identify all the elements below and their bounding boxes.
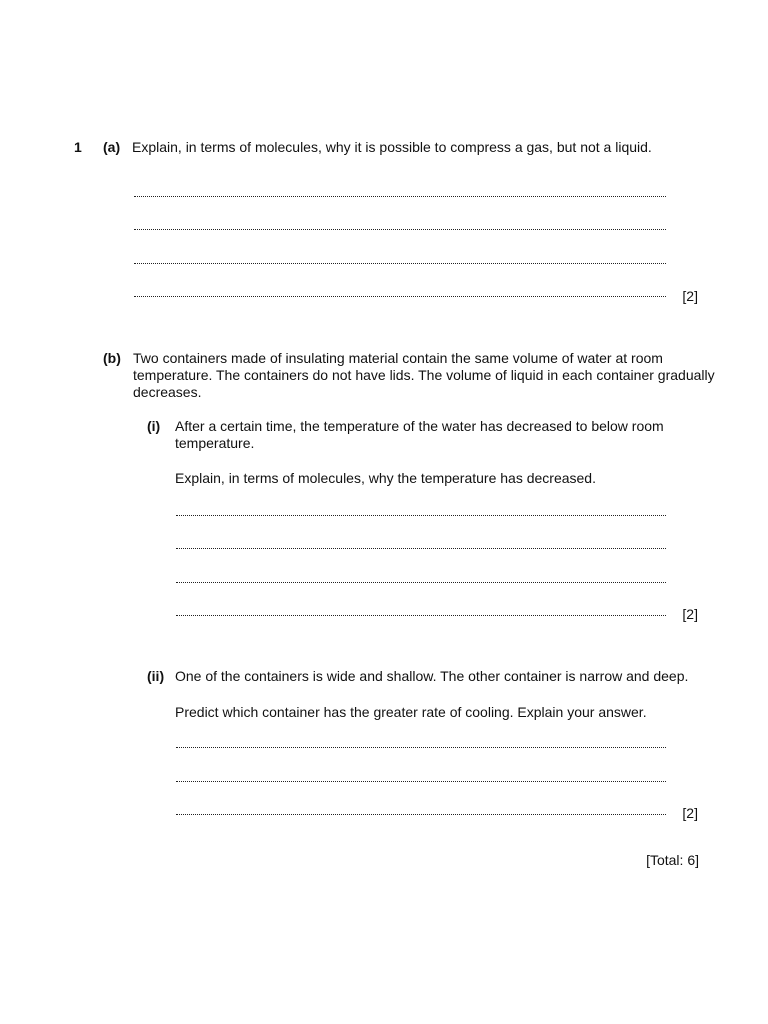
sub-i-text-line-2: temperature. (175, 435, 255, 451)
part-a-marks: [2] (682, 288, 698, 304)
answer-line-a4[interactable] (134, 295, 666, 297)
answer-line-bi4[interactable] (176, 614, 666, 616)
sub-i-marks: [2] (682, 606, 698, 622)
total-marks: [Total: 6] (646, 852, 699, 868)
question-number: 1 (74, 139, 82, 155)
answer-line-a3[interactable] (134, 262, 666, 264)
sub-i-instruction: Explain, in terms of molecules, why the temperature has decreased. (175, 470, 596, 486)
answer-line-bi3[interactable] (176, 581, 666, 583)
sub-i-text-line-1: After a certain time, the temperature of the water has decreased to below room (175, 418, 664, 434)
part-b-text-line-2: temperature. The containers do not have lids. The volume of liquid in each container gradually (133, 367, 715, 383)
sub-i-label: (i) (147, 418, 161, 434)
part-b-text-line-3: decreases. (133, 384, 202, 400)
answer-line-bii2[interactable] (176, 780, 666, 782)
answer-line-bii1[interactable] (176, 746, 666, 748)
part-b-text-line-1: Two containers made of insulating material contain the same volume of water at room (133, 350, 663, 366)
answer-line-bi1[interactable] (176, 514, 666, 516)
sub-ii-instruction: Predict which container has the greater rate of cooling. Explain your answer. (175, 704, 647, 720)
answer-line-bi2[interactable] (176, 547, 666, 549)
answer-line-bii3[interactable] (176, 813, 666, 815)
answer-line-a2[interactable] (134, 228, 666, 230)
part-a-question-text: Explain, in terms of molecules, why it is possible to compress a gas, but not a liquid. (132, 139, 652, 155)
answer-line-a1[interactable] (134, 195, 666, 197)
part-a-label: (a) (103, 139, 121, 155)
part-b-label: (b) (103, 350, 121, 366)
sub-ii-marks: [2] (682, 805, 698, 821)
sub-ii-label: (ii) (147, 668, 165, 684)
sub-ii-text: One of the containers is wide and shallow. The other container is narrow and deep. (175, 668, 689, 684)
